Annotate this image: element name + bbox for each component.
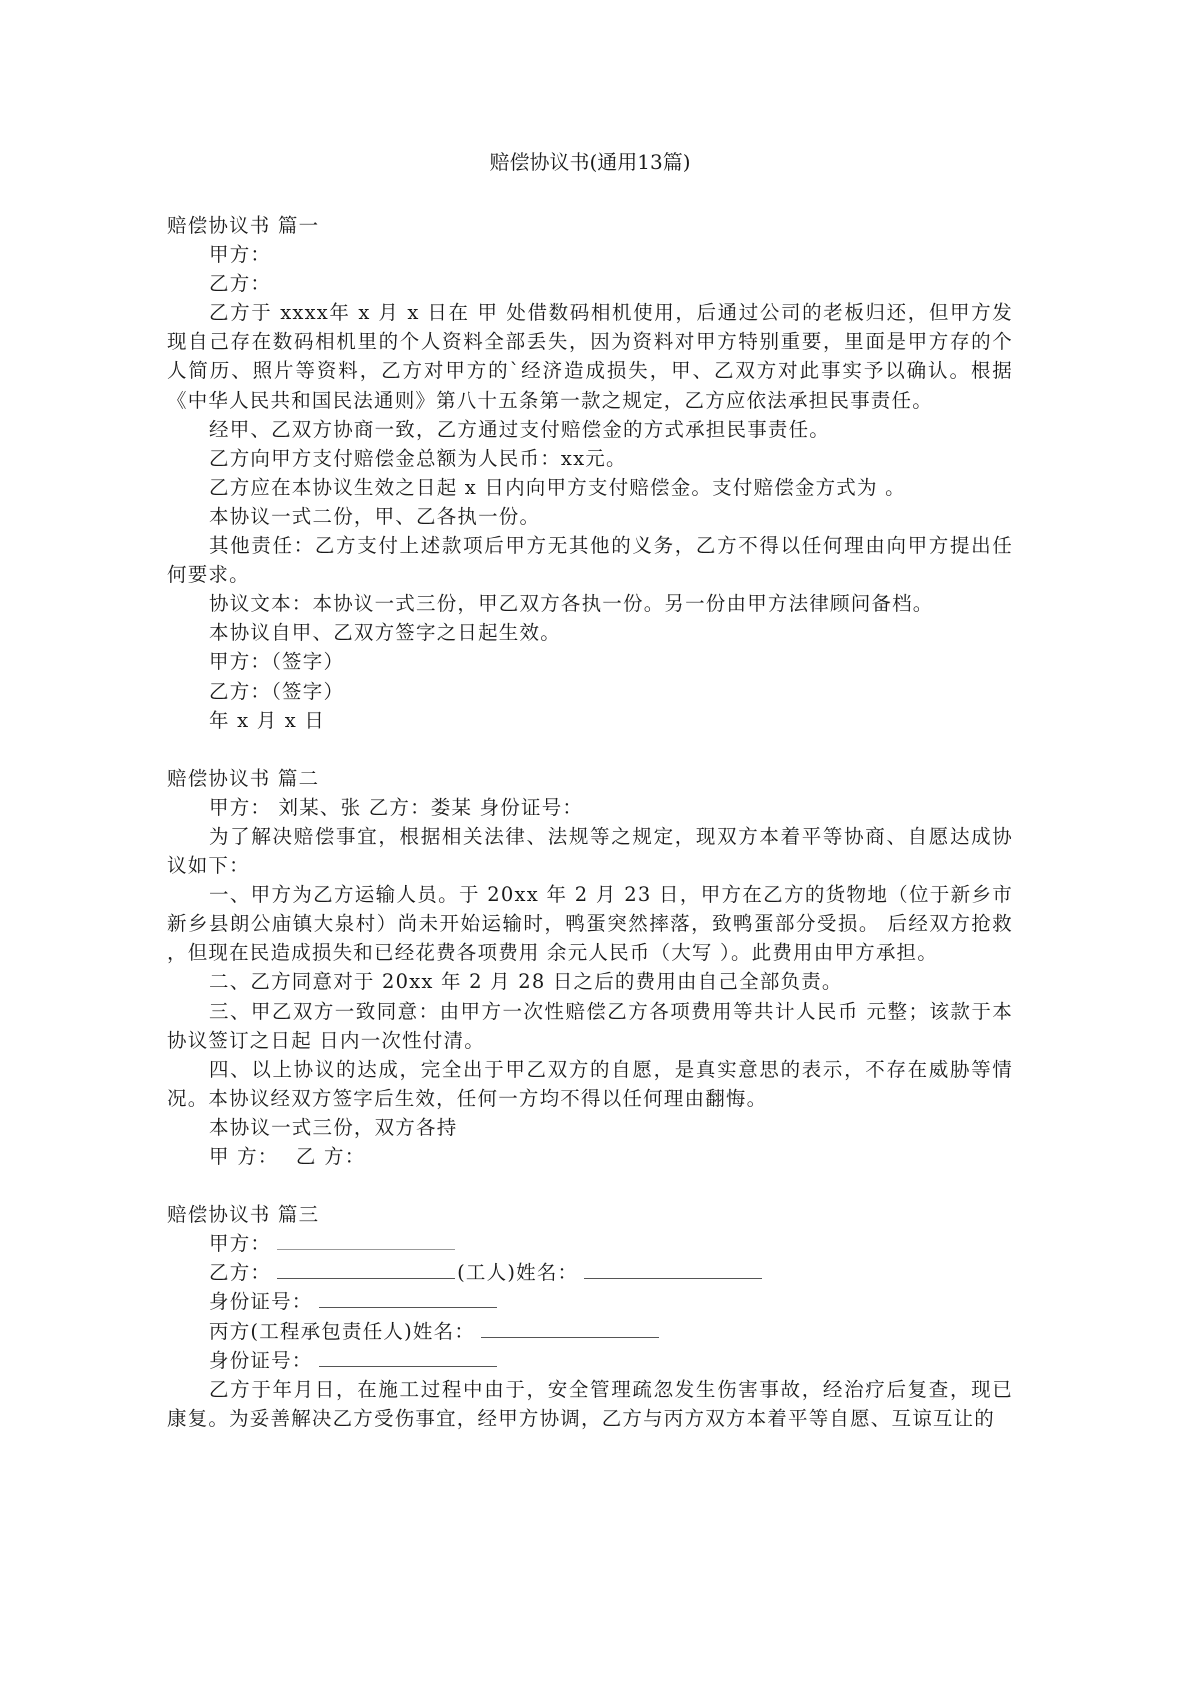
- id-number-blank[interactable]: [319, 1346, 497, 1367]
- paragraph: 经甲、乙双方协商一致，乙方通过支付赔偿金的方式承担民事责任。: [209, 417, 831, 441]
- party-b-blank[interactable]: [277, 1258, 455, 1279]
- party-a-label: 甲方：: [209, 1232, 272, 1256]
- id-number-label: 身份证号：: [209, 1290, 313, 1314]
- section-gap: [167, 735, 1013, 764]
- section-heading: 赔偿协议书 篇三: [167, 1203, 320, 1227]
- paragraph: 本协议自甲、乙双方签字之日起生效。: [209, 621, 561, 645]
- document-body: [167, 211, 1013, 1433]
- party-a-blank[interactable]: [277, 1229, 455, 1250]
- section-gap: [167, 1171, 1013, 1200]
- worker-name-blank[interactable]: [584, 1258, 762, 1279]
- paragraph: 一、甲方为乙方运输人员。于 20xx 年 2 月 23 日，甲方在乙方的货物地（位于新乡市新乡县朗公庙镇大泉村）尚未开始运输时，鸭蛋突然摔落，致鸭蛋部分受损。 后经双方抢救 ，但现在民造成损失和已经花费各项费用 余元人民币（大写 ）。此费用由甲方承担。: [167, 883, 1013, 965]
- party-a-signature-label: 甲 方：: [209, 1145, 279, 1168]
- field-line: [167, 1229, 1013, 1258]
- field-line: [167, 1258, 1013, 1287]
- section-2: [167, 764, 1013, 1171]
- paragraph: 三、甲乙双方一致同意：由甲方一次性赔偿乙方各项费用等共计人民币 元整；该款于本协议签订之日起 日内一次性付清。: [167, 999, 1013, 1052]
- paragraph: 二、乙方同意对于 20xx 年 2 月 28 日之后的费用由自己全部负责。: [209, 970, 843, 994]
- party-c-label: 丙方(工程承包责任人)姓名：: [209, 1319, 476, 1343]
- paragraph: 四、以上协议的达成，完全出于甲乙双方的自愿，是真实意思的表示，不存在威胁等情况。本协议经双方签字后生效，任何一方均不得以任何理由翻悔。: [167, 1057, 1013, 1110]
- document-title: 赔偿协议书(通用13篇): [489, 150, 691, 174]
- paragraph: 协议文本：本协议一式三份，甲乙双方各执一份。另一份由甲方法律顾问备档。: [209, 592, 934, 616]
- paragraph: 甲方：: [209, 243, 272, 267]
- paragraph: 本协议一式二份，甲、乙各执一份。: [209, 504, 541, 528]
- id-number-label: 身份证号：: [209, 1348, 313, 1372]
- paragraph: 本协议一式三份，双方各持: [209, 1115, 458, 1139]
- paragraph: 乙方于 xxxx年 x 月 x 日在 甲 处借数码相机使用，后通过公司的老板归还，但甲方发现自己存在数码相机里的个人资料全部丢失，因为资料对甲方特别重要，里面是甲方存的个人简历、照片等资料，乙方对甲方的`经济造成损失，甲、乙双方对此事实予以确认。根据《中华人民共和国民法通则》第八十五条第一款之规定，乙方应依法承担民事责任。: [167, 301, 1013, 412]
- paragraph: 甲方： 刘某、张 乙方：娄某 身份证号：: [209, 795, 584, 819]
- paragraph: 乙方向甲方支付赔偿金总额为人民币：xx元。: [209, 446, 627, 470]
- section-3: [167, 1200, 1013, 1433]
- party-b-label: 乙方：: [209, 1261, 272, 1285]
- section-heading: 赔偿协议书 篇一: [167, 214, 320, 237]
- paragraph: 乙方：: [209, 272, 272, 296]
- party-b-signature-label: 乙 方：: [295, 1145, 366, 1168]
- paragraph: 乙方应在本协议生效之日起 x 日内向甲方支付赔偿金。支付赔偿金方式为 。: [209, 475, 906, 499]
- id-number-blank[interactable]: [319, 1287, 497, 1308]
- paragraph: 其他责任：乙方支付上述款项后甲方无其他的义务，乙方不得以任何理由向甲方提出任何要求。: [167, 534, 1013, 587]
- signature-line: [167, 1142, 1013, 1171]
- section-heading: 赔偿协议书 篇二: [167, 766, 320, 790]
- paragraph: 为了解决赔偿事宜，根据相关法律、法规等之规定，现双方本着平等协商、自愿达成协议如下：: [167, 824, 1013, 878]
- date-line: 年 x 月 x 日: [209, 708, 326, 732]
- worker-name-label: (工人)姓名：: [457, 1261, 579, 1285]
- signature-line: 乙方：（签字）: [209, 679, 345, 703]
- section-1: [167, 211, 1013, 735]
- party-c-blank[interactable]: [481, 1317, 659, 1338]
- field-line: [167, 1287, 1013, 1316]
- field-line: [167, 1317, 1013, 1346]
- field-line: [167, 1346, 1013, 1375]
- paragraph: 乙方于年月日，在施工过程中由于，安全管理疏忽发生伤害事故，经治疗后复查，现已康复。为妥善解决乙方受伤事宜，经甲方协调，乙方与丙方双方本着平等自愿、互谅互让的: [167, 1377, 1013, 1430]
- signature-line: 甲方：（签字）: [209, 650, 345, 674]
